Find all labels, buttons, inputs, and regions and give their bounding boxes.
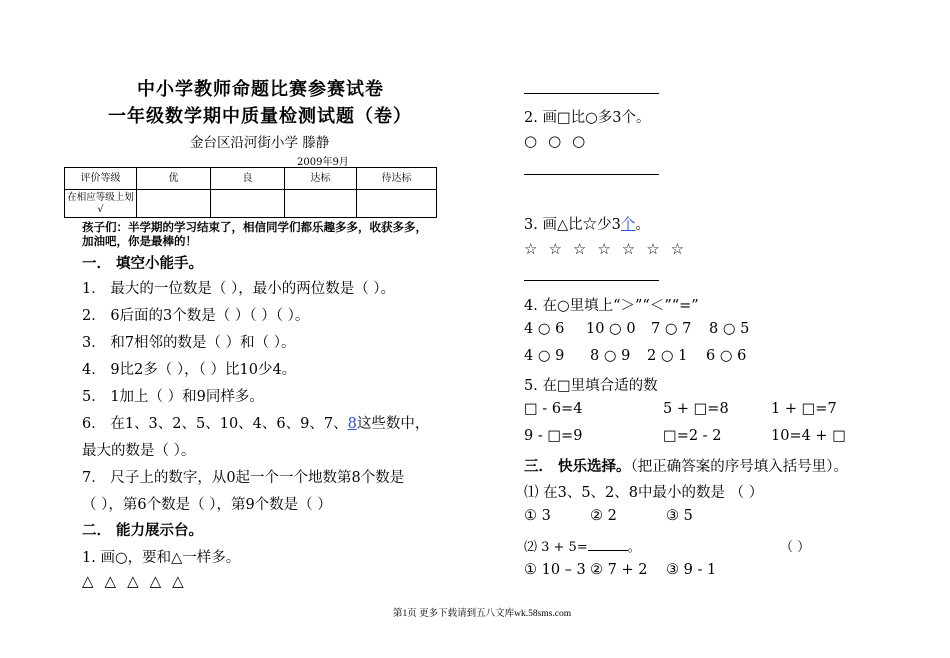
s2-q3-stars: ☆☆☆☆☆☆☆ bbox=[524, 240, 696, 258]
grade-cell-pass[interactable] bbox=[285, 190, 357, 218]
exam-date: 2009年9月 bbox=[297, 157, 349, 168]
s3-q2-option-1[interactable]: ① 10 – 3 bbox=[524, 562, 586, 578]
s3-q2-option-2[interactable]: ② 7 + 2 bbox=[590, 562, 648, 578]
s2-q3-link[interactable]: 个 bbox=[620, 217, 636, 233]
s2-question-3 bbox=[524, 213, 650, 234]
s2-q5-item-2: 5 + □=8 bbox=[663, 401, 729, 417]
section1-heading: 一． 填空小能手。 bbox=[82, 256, 204, 272]
s2-q4-item-7: 2 ○ 1 bbox=[647, 348, 688, 364]
s1-question-1: 1． 最大的一位数是（ ），最小的两位数是（ ）。 bbox=[82, 281, 396, 297]
s3-q1-option-1[interactable]: ① 3 bbox=[524, 508, 551, 524]
s2-q5-item-3: 1 + □=7 bbox=[771, 401, 837, 417]
s2-q2-circles: ○○○ bbox=[524, 132, 597, 150]
s3-q2-answer-blank[interactable] bbox=[588, 538, 628, 551]
drawing-line-1 bbox=[524, 93, 659, 94]
motto-line2: 加油吧，你是最棒的！ bbox=[82, 234, 197, 248]
s2-q5-item-1: □ - 6=4 bbox=[524, 401, 583, 417]
section3-heading: 三． 快乐选择。 bbox=[524, 459, 631, 475]
exam-title-line1: 中小学教师命题比赛参赛试卷 bbox=[137, 79, 384, 100]
author-line: 金台区沿河街小学 滕静 bbox=[190, 135, 330, 151]
drawing-line-3 bbox=[524, 280, 659, 281]
s2-question-5: 5. 在□里填合适的数 bbox=[524, 378, 658, 394]
s1-question-3: 3． 和7相邻的数是（ ）和（ ）。 bbox=[82, 335, 296, 351]
s2-q4-item-6: 8 ○ 9 bbox=[590, 348, 631, 364]
s1-question-4: 4． 9比2多（ ），（ ）比10少4。 bbox=[82, 362, 297, 378]
s1-q6-part-b: 这些数中， bbox=[356, 416, 430, 432]
s3-q2-part-b: 。 bbox=[627, 540, 641, 555]
s2-q4-item-2: 10 ○ 0 bbox=[586, 321, 636, 337]
grade-pass: 达标 bbox=[285, 168, 357, 190]
s2-question-1: 1. 画○，要和△一样多。 bbox=[82, 550, 241, 566]
motto-line1: 孩子们：半学期的学习结束了，相信同学们都乐趣多多，收获多多， bbox=[82, 220, 427, 234]
s2-q4-item-3: 7 ○ 7 bbox=[651, 321, 692, 337]
s2-q3-part-a: 3. 画△比☆少3 bbox=[524, 217, 621, 233]
s1-question-6 bbox=[82, 412, 429, 433]
s1-question-7: 7． 尺子上的数字，从0起一个一个地数第8个数是 bbox=[82, 470, 405, 486]
s2-q3-part-b: 。 bbox=[635, 217, 650, 233]
grade-check-label: 在相应等级上划√ bbox=[65, 190, 137, 218]
s2-q4-item-5: 4 ○ 9 bbox=[524, 348, 565, 364]
s2-question-4: 4. 在○里填上“＞”“＜”“=” bbox=[524, 298, 699, 314]
s1-question-7-cont: （ ），第6个数是（ ），第9个数是（ ） bbox=[82, 497, 332, 513]
grade-cell-good[interactable] bbox=[211, 190, 285, 218]
section3-note: （把正确答案的序号填入括号里）。 bbox=[630, 459, 849, 475]
s2-q4-item-4: 8 ○ 5 bbox=[709, 321, 750, 337]
s2-q4-item-1: 4 ○ 6 bbox=[524, 321, 565, 337]
s3-q1-option-2[interactable]: ② 2 bbox=[590, 508, 617, 524]
s2-q5-item-5: □=2 - 2 bbox=[663, 428, 722, 444]
drawing-line-2 bbox=[524, 174, 659, 175]
s3-q2-part-a: ⑵ 3 + 5= bbox=[524, 540, 588, 555]
s3-q2-answer-paren[interactable]: （ ） bbox=[780, 540, 811, 555]
grade-header-label: 评价等级 bbox=[65, 168, 137, 190]
s2-q5-item-4: 9 - □=9 bbox=[524, 428, 583, 444]
grade-cell-needs-work[interactable] bbox=[357, 190, 437, 218]
grade-needs-work: 待达标 bbox=[357, 168, 437, 190]
s2-q1-triangles: △△△△△ bbox=[82, 572, 195, 590]
page-footer: 第1页 更多下载请到五八文库wk.58sms.com bbox=[393, 609, 572, 619]
grade-table bbox=[64, 167, 437, 218]
s1-q6-link[interactable]: 8 bbox=[347, 416, 357, 432]
grade-cell-excellent[interactable] bbox=[137, 190, 211, 218]
exam-title-line2: 一年级数学期中质量检测试题（卷） bbox=[108, 106, 412, 127]
s1-q6-part-a: 6． 在1、3、2、5、10、4、6、9、7、 bbox=[82, 416, 348, 432]
section2-heading: 二． 能力展示台。 bbox=[82, 523, 204, 539]
grade-good: 良 bbox=[211, 168, 285, 190]
s2-q5-item-6: 10=4 + □ bbox=[771, 428, 846, 444]
s2-q4-item-8: 6 ○ 6 bbox=[706, 348, 747, 364]
s1-question-2: 2． 6后面的3个数是（ ）（ ）（ ）。 bbox=[82, 308, 310, 324]
s3-q2-option-3[interactable]: ③ 9 - 1 bbox=[666, 562, 717, 578]
s1-question-5: 5． 1加上（ ）和9同样多。 bbox=[82, 389, 264, 405]
s3-question-1: ⑴ 在3、5、2、8中最小的数是 （ ） bbox=[524, 485, 764, 501]
s3-q1-option-3[interactable]: ③ 5 bbox=[666, 508, 693, 524]
grade-excellent: 优 bbox=[137, 168, 211, 190]
s1-question-6-cont: 最大的数是（ ）。 bbox=[82, 443, 196, 459]
section3-heading-row bbox=[524, 455, 848, 476]
s2-question-2: 2. 画□比○多3个。 bbox=[524, 110, 651, 126]
s3-question-2 bbox=[524, 536, 641, 555]
